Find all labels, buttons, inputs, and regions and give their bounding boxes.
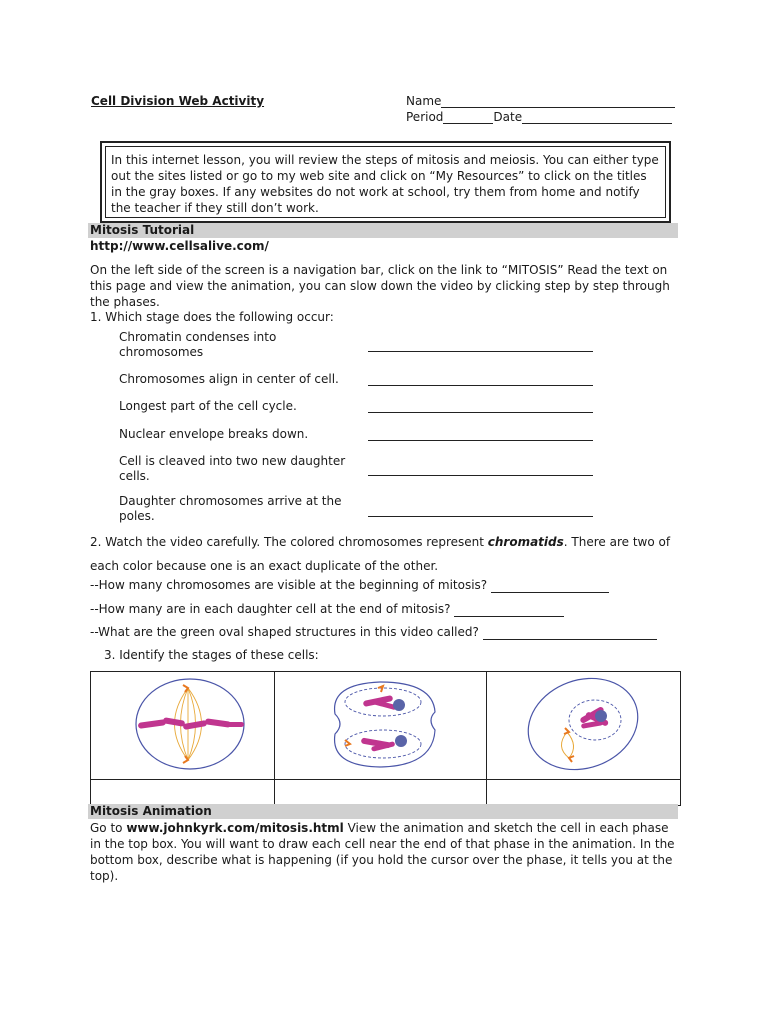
tutorial-instructions: On the left side of the screen is a navigation bar, click on the link to “MITOSIS” Read the text on this page and view the animation, you can slow down the video by clicking step by step through the phases. xyxy=(90,263,670,309)
period-date-field xyxy=(406,110,672,124)
page-title: Cell Division Web Activity xyxy=(91,94,265,108)
intro-text: In this internet lesson, you will review the steps of mitosis and meiosis. You can either type out the sites listed or go to my web site and click on “My Resources” to click on the titles in the gray boxes. If any websites do not work at school, try them from home and notify the teacher if they still don’t work. xyxy=(105,146,666,218)
question-2c-text: --What are the green oval shaped structures in this video called? xyxy=(90,625,479,639)
date-label: Date xyxy=(493,110,523,124)
answer-line-1[interactable] xyxy=(368,351,593,352)
stage-prompt-4: Nuclear envelope breaks down. xyxy=(119,427,309,441)
animation-instructions xyxy=(90,820,680,884)
cell-image-box-1 xyxy=(91,672,275,780)
section-heading-animation: Mitosis Animation xyxy=(88,804,678,819)
cell-answer-box-1[interactable] xyxy=(91,780,275,806)
answer-line-2c[interactable] xyxy=(483,626,657,640)
intro-box xyxy=(100,141,671,223)
cell-answer-box-2[interactable] xyxy=(275,780,487,806)
section-heading-tutorial: Mitosis Tutorial xyxy=(88,223,678,238)
telophase-cell-illustration xyxy=(275,672,486,776)
answer-line-2a[interactable] xyxy=(491,579,609,593)
stage-prompt-3: Longest part of the cell cycle. xyxy=(119,399,297,413)
answer-line-5[interactable] xyxy=(368,475,593,476)
animation-go-to: Go to xyxy=(90,821,127,835)
answer-line-2[interactable] xyxy=(368,385,593,386)
answer-line-2b[interactable] xyxy=(454,603,564,617)
cell-image-box-2 xyxy=(275,672,487,780)
cell-image-box-3 xyxy=(487,672,681,780)
question-3: 3. Identify the stages of these cells: xyxy=(104,648,319,662)
stage-prompt-6: Daughter chromosomes arrive at the poles. xyxy=(119,494,342,523)
cell-answer-box-3[interactable] xyxy=(487,780,681,806)
question-2 xyxy=(90,530,680,578)
answer-line-4[interactable] xyxy=(368,440,593,441)
question-2c xyxy=(90,624,680,640)
period-line[interactable] xyxy=(443,111,493,124)
cell-stages-table xyxy=(90,671,681,806)
prophase-cell-illustration xyxy=(487,672,680,776)
period-label: Period xyxy=(406,110,444,124)
stage-prompt-5: Cell is cleaved into two new daughter cells. xyxy=(119,454,346,483)
question-2a xyxy=(90,577,680,593)
question-1: 1. Which stage does the following occur: xyxy=(90,310,334,324)
cellsalive-url[interactable]: http://www.cellsalive.com/ xyxy=(90,239,269,253)
name-line[interactable] xyxy=(441,95,675,108)
answer-line-3[interactable] xyxy=(368,412,593,413)
answer-line-6[interactable] xyxy=(368,516,593,517)
question-2a-text: --How many chromosomes are visible at the beginning of mitosis? xyxy=(90,578,488,592)
metaphase-cell-illustration xyxy=(91,672,274,776)
question-2-end: . There are two of each color because one is an exact duplicate of the other. xyxy=(90,535,671,573)
stage-prompt-2: Chromosomes align in center of cell. xyxy=(119,372,339,386)
name-label: Name xyxy=(406,94,442,108)
johnkyrk-url[interactable]: www.johnkyrk.com/mitosis.html xyxy=(126,821,344,835)
date-line[interactable] xyxy=(522,111,672,124)
stage-prompt-1: Chromatin condenses into chromosomes xyxy=(119,330,277,359)
question-2b xyxy=(90,601,680,617)
name-field[interactable] xyxy=(406,94,675,108)
chromatids-term: chromatids xyxy=(487,535,564,549)
question-2b-text: --How many are in each daughter cell at the end of mitosis? xyxy=(90,602,451,616)
animation-text: View the animation and sketch the cell in each phase in the top box. You will want to draw each cell near the end of that phase in the animation. In the bottom box, describe what is happening (if you hold the cursor over the phase, it tells you at the top). xyxy=(90,821,675,883)
question-2-start: 2. Watch the video carefully. The colored chromosomes represent xyxy=(90,535,488,549)
